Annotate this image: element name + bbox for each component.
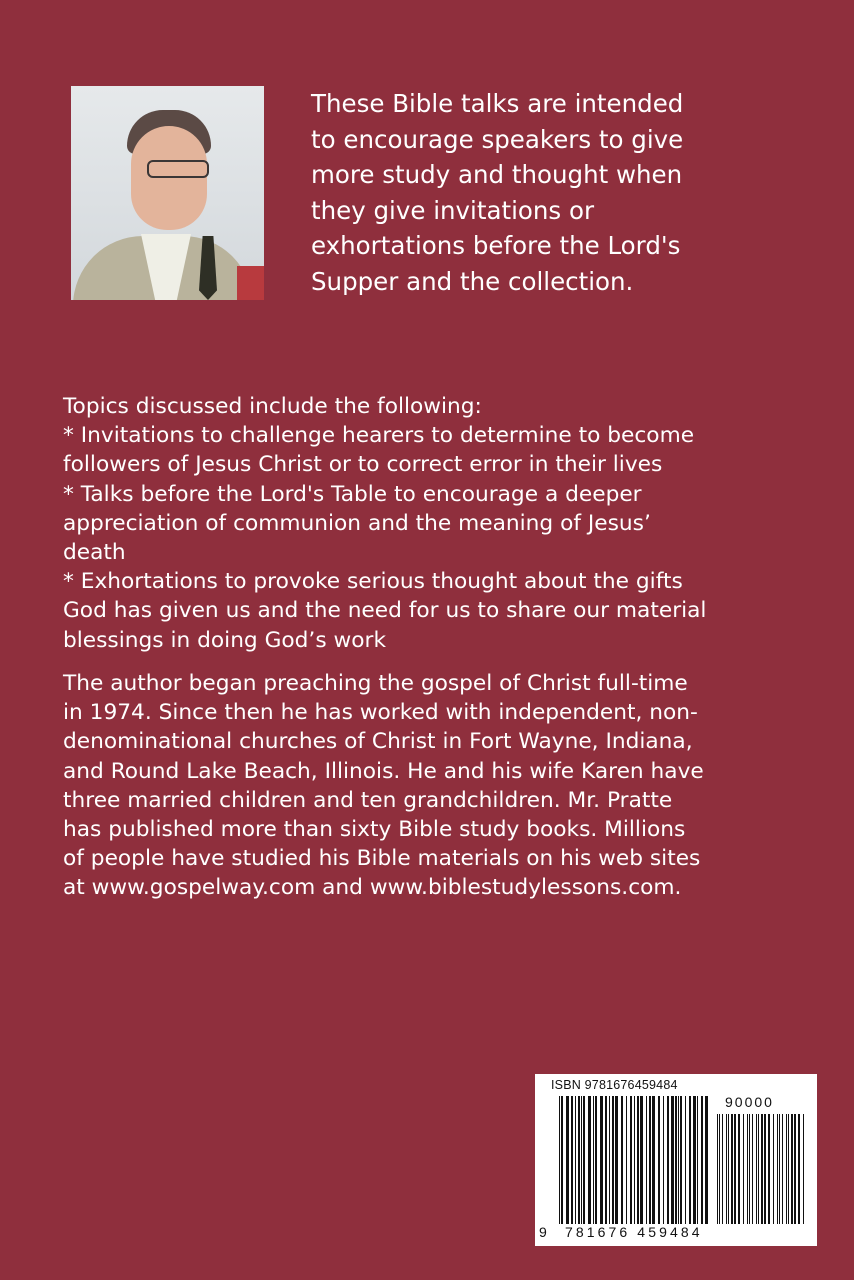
barcode-lead-digit: 9 <box>539 1224 547 1240</box>
bio-line: has published more than sixty Bible study books. Millions <box>63 817 686 843</box>
topics-line: God has given us and the need for us to share our material <box>63 598 707 624</box>
bio-line: in 1974. Since then he has worked with independent, non- <box>63 700 698 726</box>
topics-list <box>63 392 833 655</box>
topics-line: * Exhortations to provoke serious thought about the gifts <box>63 569 683 595</box>
topics-line: * Invitations to challenge hearers to determine to become <box>63 423 695 449</box>
isbn-barcode <box>535 1074 817 1246</box>
addon-barcode-bars <box>717 1114 807 1224</box>
bio-line: The author began preaching the gospel of Christ full-time <box>63 671 688 696</box>
author-photo <box>71 86 264 300</box>
topics-heading: Topics discussed include the following: <box>63 394 482 419</box>
topics-line: appreciation of communion and the meaning of Jesus’ <box>63 510 651 536</box>
intro-line: These Bible talks are intended <box>311 89 684 118</box>
topics-line: followers of Jesus Christ or to correct error in their lives <box>63 452 663 478</box>
bio-line: denominational churches of Christ in Fort Wayne, Indiana, <box>63 729 693 755</box>
intro-line: they give invitations or <box>311 195 595 225</box>
intro-line: more study and thought when <box>311 160 683 189</box>
author-bio <box>63 669 833 903</box>
bio-line: at www.gospelway.com and www.biblestudylessons.com. <box>63 875 682 901</box>
topics-line: blessings in doing God’s work <box>63 627 387 653</box>
barcode-digits: 781676 459484 <box>565 1224 703 1240</box>
intro-line: Supper and the collection. <box>311 266 634 296</box>
bio-line: of people have studied his Bible materials on his web sites <box>63 846 701 872</box>
barcode-bars <box>559 1096 709 1224</box>
intro-line: exhortations before the Lord's <box>311 231 681 260</box>
topics-line: * Talks before the Lord's Table to encourage a deeper <box>63 481 642 507</box>
addon-digits: 90000 <box>725 1094 774 1110</box>
bio-line: and Round Lake Beach, Illinois. He and his wife Karen have <box>63 758 704 784</box>
bio-line: three married children and ten grandchildren. Mr. Pratte <box>63 787 673 813</box>
isbn-label: ISBN 9781676459484 <box>551 1078 678 1092</box>
intro-blurb <box>311 86 831 299</box>
topics-line: death <box>63 540 126 566</box>
intro-line: to encourage speakers to give <box>311 124 684 154</box>
